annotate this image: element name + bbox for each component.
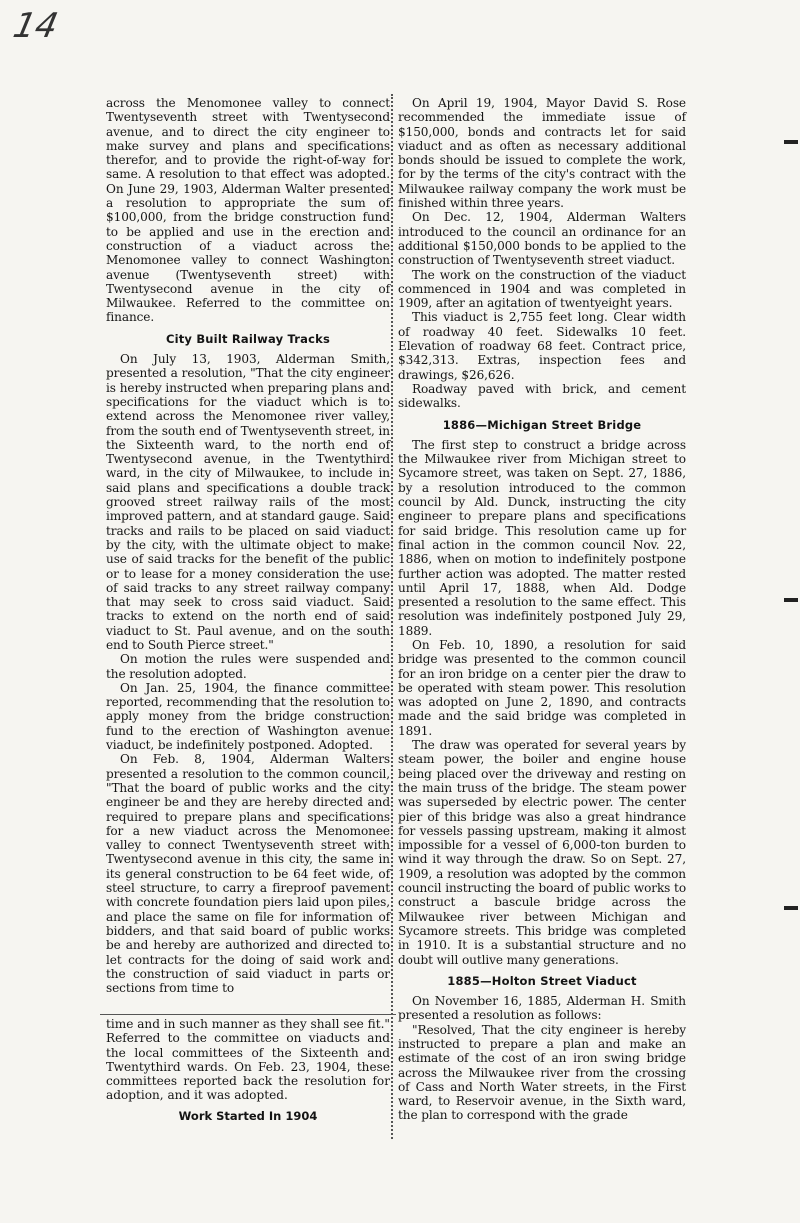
scan-mark xyxy=(784,140,798,144)
paragraph: On July 13, 1903, Alderman Smith, presented a resolution, "That the city engineer is hereby instructed when preparing plans and specifications for the viaduct which is to extend across the Menomonee river valley, from the south end of Twentyseventh street, in the Sixteenth ward, to the north end of Twentysecond avenue, in the Twentythird ward, in the city of Milwaukee, to include in said plans and specifications a double track grooved street railway rails of the most improved pattern, and at standard gauge. Said tracks and rails to be placed on said viaduct by the city, with the ultimate object to make use of said tracks for the benefit of the public or to lease for a money consideration the use of said tracks to any street railway company that may seek to cross said viaduct. Said tracks to extend on the north end of said viaduct to St. Paul avenue, and on the south end to South Pierce street." xyxy=(106,352,390,652)
paragraph: On Feb. 10, 1890, a resolution for said bridge was presented to the common council for an iron bridge on a center pier the draw to be operated with steam power. This resolution was adopted on June 2, 1890, and contracts made and the said bridge was completed in 1891. xyxy=(398,637,686,738)
scan-mark xyxy=(784,906,798,910)
section-heading: 1885—Holton Street Viaduct xyxy=(447,973,637,988)
paragraph: On November 16, 1885, Alderman H. Smith presented a resolution as follows: xyxy=(398,994,686,1023)
paragraph: time and in such manner as they shall see fit." Referred to the committee on viaducts and the local committees of the Sixteenth and Twentythird wards. On Feb. 23, 1904, these committees reported back the resolution for adoption, and it was adopted. xyxy=(106,1017,390,1103)
section-heading: City Built Railway Tracks xyxy=(165,331,331,346)
column-divider xyxy=(391,94,393,1139)
paragraph: across the Menomonee valley to connect Twentyseventh street with Twentysecond avenue, and to direct the city engineer to make survey and plans and specifications therefor, and to provide the right-of-way for same. A resolution to that effect was adopted. On June 29, 1903, Alderman Walter presented a resolution to appropriate the sum of $100,000, from the bridge construction fund to be applied and use in the erection and construction of a viaduct across the Menomonee valley to connect Washington avenue (Twentyseventh street) with Twentysecond avenue in the city of Milwaukee. Referred to the committee on finance. xyxy=(106,96,390,325)
paragraph: On Jan. 25, 1904, the finance committee reported, recommending that the resolution to apply money from the bridge construction fund to the erection of Washington avenue viaduct, be indefinitely postponed. Adopted. xyxy=(106,680,390,753)
paragraph: On Feb. 8, 1904, Alderman Walters presented a resolution to the common council, "That the board of public works and the city engineer be and they are hereby directed and required to prepare plans and specifications for a new viaduct across the Menomonee valley to connect Twentyseventh street with Twentysecond avenue in this city, the same in its general construction to be 64 feet wide, of steel structure, to carry a fireproof pavement with concrete foundation piers laid upon piles, and place the same on file for information of bidders, and that said board of public works be and hereby are authorized and directed to let contracts for the doing of said work and the construction of said viaduct in parts or sections from time to xyxy=(106,752,390,996)
paragraph: On April 19, 1904, Mayor David S. Rose recommended the immediate issue of $150,000, bonds and contracts let for said viaduct and as often as necessary additional bonds should be issued to complete the work, for by the terms of the city's contract with the Milwaukee railway company the work must be finished within three years. xyxy=(398,96,686,211)
left-column xyxy=(106,96,390,995)
section-heading: 1886—Michigan Street Bridge xyxy=(442,417,642,432)
paragraph: This viaduct is 2,755 feet long. Clear width of roadway 40 feet. Sidewalks 10 feet. Elevation of roadway 68 feet. Contract price, $342,313. Extras, inspection fees and drawings, $26,626. xyxy=(398,310,686,382)
paragraph: The work on the construction of the viaduct commenced in 1904 and was completed in 1909, after an agitation of twentyeight years. xyxy=(398,267,686,311)
paragraph: Roadway paved with brick, and cement sidewalks. xyxy=(398,381,686,411)
paragraph: The draw was operated for several years by steam power, the boiler and engine house being placed over the driveway and resting on the main truss of the bridge. The steam power was superseded by electric power. The center pier of this bridge was also a great hindrance for vessels passing upstream, making it almost impossible for a vessel of 6,000-ton burden to wind it way through the draw. So on Sept. 27, 1909, a resolution was adopted by the common council instructing the board of public works to construct a bascule bridge across the Milwaukee river between Michigan and Sycamore streets. This bridge was completed in 1910. It is a substantial structure and no doubt will outlive many generations. xyxy=(398,738,686,967)
right-column xyxy=(398,96,686,1123)
left-column-continuation xyxy=(106,1017,390,1123)
column-break-rule xyxy=(100,1014,396,1015)
page-number: 14 xyxy=(9,6,62,46)
paragraph: On motion the rules were suspended and the resolution adopted. xyxy=(106,652,390,681)
scan-mark xyxy=(784,598,798,602)
paragraph: "Resolved, That the city engineer is hereby instructed to prepare a plan and make an estimate of the cost of an iron swing bridge across the Milwaukee river from the crossing of Cass and North Water streets, in the First ward, to Reservoir avenue, in the Sixth ward, the plan to correspond with the grade xyxy=(398,1022,686,1123)
paragraph: The first step to construct a bridge across the Milwaukee river from Michigan street to Sycamore street, was taken on Sept. 27, 1886, by a resolution introduced to the common council by Ald. Dunck, instructing the city engineer to prepare plans and specifications for said bridge. This resolution came up for final action in the common council Nov. 22, 1886, when on motion to indefinitely postpone further action was adopted. The matter rested until April 17, 1888, when Ald. Dodge presented a resolution to the same effect. This resolution was indefinitely postponed July 29, 1889. xyxy=(398,437,686,638)
paragraph: On Dec. 12, 1904, Alderman Walters introduced to the council an ordinance for an additional $150,000 bonds to be applied to the construction of Twentyseventh street viaduct. xyxy=(398,210,686,268)
section-heading: Work Started In 1904 xyxy=(178,1108,318,1123)
